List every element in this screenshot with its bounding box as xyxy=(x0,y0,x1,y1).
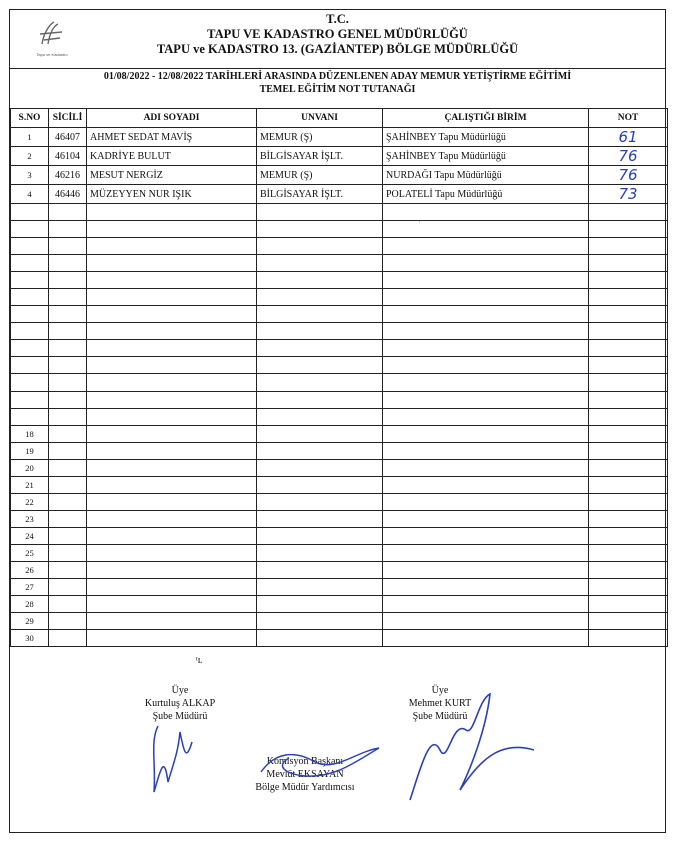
cell-sno: 21 xyxy=(11,476,49,493)
document-frame xyxy=(9,9,666,833)
cell-unvan xyxy=(257,221,383,238)
cell-unvan: BİLGİSAYAR İŞLT. xyxy=(257,185,383,204)
cell-name xyxy=(87,221,257,238)
table-body xyxy=(11,128,668,647)
cell-not xyxy=(589,613,668,630)
cell-birim xyxy=(383,510,589,527)
cell-sicil xyxy=(49,476,87,493)
cell-sno xyxy=(11,391,49,408)
cell-sicil xyxy=(49,221,87,238)
signer-title: Şube Müdürü xyxy=(412,711,468,722)
cell-birim xyxy=(383,374,589,391)
cell-sicil xyxy=(49,340,87,357)
document-subtitle xyxy=(10,70,665,96)
cell-sno: 3 xyxy=(11,166,49,185)
column-header-sno: S.NO xyxy=(11,109,49,128)
cell-unvan xyxy=(257,630,383,647)
table-row xyxy=(11,476,668,493)
cell-not xyxy=(589,425,668,442)
cell-sicil xyxy=(49,289,87,306)
table-row xyxy=(11,204,668,221)
cell-name xyxy=(87,289,257,306)
cell-sicil xyxy=(49,630,87,647)
cell-name xyxy=(87,255,257,272)
cell-not xyxy=(589,204,668,221)
cell-birim xyxy=(383,323,589,340)
cell-not xyxy=(589,306,668,323)
cell-birim xyxy=(383,306,589,323)
cell-name xyxy=(87,306,257,323)
cell-not xyxy=(589,527,668,544)
header-line-3: TAPU ve KADASTRO 13. (GAZİANTEP) BÖLGE MÜDÜRLÜĞÜ xyxy=(156,42,519,56)
cell-name xyxy=(87,544,257,561)
cell-unvan xyxy=(257,391,383,408)
cell-sno xyxy=(11,357,49,374)
table-row xyxy=(11,221,668,238)
cell-sicil xyxy=(49,510,87,527)
logo-emblem-icon xyxy=(28,18,74,52)
table-row xyxy=(11,255,668,272)
column-header-unvan: UNVANI xyxy=(257,109,383,128)
cell-sicil xyxy=(49,238,87,255)
cell-name xyxy=(87,357,257,374)
header-line-1: T.C. xyxy=(326,12,349,26)
cell-name xyxy=(87,374,257,391)
cell-name xyxy=(87,408,257,425)
cell-sicil xyxy=(49,493,87,510)
column-header-sicil: SİCİLİ xyxy=(49,109,87,128)
cell-sno: 22 xyxy=(11,493,49,510)
cell-birim: POLATELİ Tapu Müdürlüğü xyxy=(383,185,589,204)
cell-sno xyxy=(11,374,49,391)
table-row xyxy=(11,391,668,408)
cell-unvan xyxy=(257,613,383,630)
cell-name xyxy=(87,561,257,578)
cell-sno xyxy=(11,204,49,221)
signer-role: Komisyon Başkanı xyxy=(266,756,344,767)
cell-birim xyxy=(383,255,589,272)
cell-name: MÜZEYYEN NUR IŞIK xyxy=(87,185,257,204)
cell-birim xyxy=(383,493,589,510)
cell-name xyxy=(87,459,257,476)
signer-role: Üye xyxy=(431,685,449,696)
cell-unvan xyxy=(257,442,383,459)
cell-not xyxy=(589,510,668,527)
cell-sno xyxy=(11,272,49,289)
cell-unvan xyxy=(257,340,383,357)
table-row xyxy=(11,323,668,340)
cell-sno xyxy=(11,238,49,255)
cell-name: MESUT NERGİZ xyxy=(87,166,257,185)
cell-not xyxy=(589,561,668,578)
cell-birim: ŞAHİNBEY Tapu Müdürlüğü xyxy=(383,128,589,147)
cell-unvan xyxy=(257,289,383,306)
cell-birim xyxy=(383,544,589,561)
signer-name: Mehmet KURT xyxy=(408,698,472,709)
cell-name xyxy=(87,204,257,221)
table-row xyxy=(11,561,668,578)
cell-sno: 18 xyxy=(11,425,49,442)
cell-birim xyxy=(383,561,589,578)
cell-unvan xyxy=(257,255,383,272)
cell-birim xyxy=(383,221,589,238)
cell-unvan xyxy=(257,510,383,527)
cell-sicil: 46104 xyxy=(49,147,87,166)
cell-sicil xyxy=(49,374,87,391)
column-header-birim: ÇALIŞTIĞI BİRİM xyxy=(383,109,589,128)
table-row xyxy=(11,442,668,459)
cell-sno xyxy=(11,221,49,238)
cell-not xyxy=(589,255,668,272)
table-row xyxy=(11,289,668,306)
cell-sno: 29 xyxy=(11,613,49,630)
table-row xyxy=(11,408,668,425)
cell-sno xyxy=(11,289,49,306)
cell-sicil xyxy=(49,596,87,613)
cell-not xyxy=(589,391,668,408)
cell-birim xyxy=(383,476,589,493)
signature-scribble-left xyxy=(140,722,200,802)
signer-title: Bölge Müdür Yardımcısı xyxy=(255,782,355,793)
table-row xyxy=(11,306,668,323)
cell-not xyxy=(589,493,668,510)
signer-name: Mevlüt EKSAYAN xyxy=(266,769,344,780)
cell-not xyxy=(589,272,668,289)
cell-birim: NURDAĞI Tapu Müdürlüğü xyxy=(383,166,589,185)
column-header-not: NOT xyxy=(589,109,668,128)
cell-sicil xyxy=(49,408,87,425)
table-row xyxy=(11,238,668,255)
table-row xyxy=(11,544,668,561)
signature-scribble-right xyxy=(400,690,540,810)
cell-unvan xyxy=(257,459,383,476)
cell-name xyxy=(87,391,257,408)
cell-name xyxy=(87,323,257,340)
cell-birim xyxy=(383,391,589,408)
handwritten-mark: ᵗʟ xyxy=(196,655,203,666)
cell-name xyxy=(87,272,257,289)
cell-unvan xyxy=(257,544,383,561)
cell-sicil xyxy=(49,357,87,374)
table-row xyxy=(11,425,668,442)
cell-sno: 1 xyxy=(11,128,49,147)
cell-name xyxy=(87,493,257,510)
cell-sicil xyxy=(49,613,87,630)
cell-name xyxy=(87,596,257,613)
cell-sno: 23 xyxy=(11,510,49,527)
table-row xyxy=(11,166,668,185)
cell-birim xyxy=(383,272,589,289)
cell-unvan xyxy=(257,476,383,493)
cell-sicil: 46446 xyxy=(49,185,87,204)
cell-sicil xyxy=(49,204,87,221)
logo-text: Tapu ve Kadastro xyxy=(36,52,68,57)
table-row xyxy=(11,579,668,596)
signer-title: Şube Müdürü xyxy=(152,711,208,722)
cell-sno: 4 xyxy=(11,185,49,204)
cell-sno: 19 xyxy=(11,442,49,459)
signature-block-left xyxy=(120,684,240,723)
cell-unvan xyxy=(257,425,383,442)
cell-not xyxy=(589,238,668,255)
cell-name xyxy=(87,340,257,357)
table-row xyxy=(11,272,668,289)
cell-not xyxy=(589,374,668,391)
cell-name xyxy=(87,613,257,630)
cell-name xyxy=(87,579,257,596)
cell-name: AHMET SEDAT MAVİŞ xyxy=(87,128,257,147)
cell-not xyxy=(589,476,668,493)
cell-sicil xyxy=(49,323,87,340)
table-row xyxy=(11,128,668,147)
cell-sicil xyxy=(49,391,87,408)
cell-unvan xyxy=(257,238,383,255)
cell-not xyxy=(589,459,668,476)
table-row xyxy=(11,630,668,647)
cell-unvan: MEMUR (Ş) xyxy=(257,166,383,185)
cell-unvan xyxy=(257,323,383,340)
cell-unvan: BİLGİSAYAR İŞLT. xyxy=(257,147,383,166)
cell-name xyxy=(87,425,257,442)
cell-unvan xyxy=(257,374,383,391)
institution-logo xyxy=(28,18,74,62)
cell-sno xyxy=(11,323,49,340)
cell-sicil xyxy=(49,425,87,442)
cell-not: 76 xyxy=(589,166,668,185)
table-row xyxy=(11,340,668,357)
cell-sno xyxy=(11,408,49,425)
cell-sicil xyxy=(49,272,87,289)
cell-unvan xyxy=(257,596,383,613)
cell-name xyxy=(87,442,257,459)
table-row xyxy=(11,613,668,630)
cell-birim xyxy=(383,459,589,476)
cell-not xyxy=(589,221,668,238)
cell-name xyxy=(87,510,257,527)
grades-table xyxy=(10,108,668,647)
cell-not xyxy=(589,579,668,596)
header-line-2: TAPU VE KADASTRO GENEL MÜDÜRLÜĞÜ xyxy=(207,27,468,41)
cell-sno: 26 xyxy=(11,561,49,578)
cell-unvan xyxy=(257,493,383,510)
cell-sno: 30 xyxy=(11,630,49,647)
cell-birim xyxy=(383,289,589,306)
cell-not xyxy=(589,340,668,357)
cell-not xyxy=(589,544,668,561)
cell-birim xyxy=(383,340,589,357)
cell-sicil xyxy=(49,527,87,544)
cell-sno: 20 xyxy=(11,459,49,476)
table-row xyxy=(11,357,668,374)
cell-name: KADRİYE BULUT xyxy=(87,147,257,166)
cell-not xyxy=(589,442,668,459)
cell-sno xyxy=(11,340,49,357)
stray-mark: ˙ xyxy=(418,220,421,229)
signature-scribble-middle xyxy=(255,742,385,782)
table-row xyxy=(11,459,668,476)
cell-birim xyxy=(383,204,589,221)
cell-birim xyxy=(383,630,589,647)
table-row xyxy=(11,527,668,544)
table-row xyxy=(11,493,668,510)
cell-sicil xyxy=(49,255,87,272)
cell-sno: 24 xyxy=(11,527,49,544)
document-header xyxy=(10,10,665,69)
cell-not: 61 xyxy=(589,128,668,147)
cell-birim xyxy=(383,238,589,255)
cell-unvan xyxy=(257,306,383,323)
header-title xyxy=(100,12,575,57)
cell-not xyxy=(589,323,668,340)
cell-unvan xyxy=(257,357,383,374)
table-row xyxy=(11,374,668,391)
cell-sicil: 46216 xyxy=(49,166,87,185)
cell-sicil xyxy=(49,561,87,578)
subtitle-line-2: TEMEL EĞİTİM NOT TUTANAĞI xyxy=(259,84,416,95)
cell-unvan xyxy=(257,204,383,221)
cell-name xyxy=(87,527,257,544)
cell-unvan xyxy=(257,408,383,425)
cell-not xyxy=(589,596,668,613)
column-header-name: ADI SOYADI xyxy=(87,109,257,128)
cell-unvan: MEMUR (Ş) xyxy=(257,128,383,147)
cell-sno: 25 xyxy=(11,544,49,561)
cell-sicil xyxy=(49,544,87,561)
cell-birim xyxy=(383,425,589,442)
cell-not: 73 xyxy=(589,185,668,204)
cell-sicil: 46407 xyxy=(49,128,87,147)
cell-sno xyxy=(11,255,49,272)
table-header-row xyxy=(11,109,668,128)
subtitle-line-1: 01/08/2022 - 12/08/2022 TARİHLERİ ARASINDA DÜZENLENEN ADAY MEMUR YETİŞTİRME EĞİTİMİ xyxy=(103,71,572,82)
cell-sno: 28 xyxy=(11,596,49,613)
cell-unvan xyxy=(257,527,383,544)
table-row xyxy=(11,185,668,204)
cell-not xyxy=(589,289,668,306)
cell-birim xyxy=(383,527,589,544)
cell-sno: 2 xyxy=(11,147,49,166)
cell-sicil xyxy=(49,306,87,323)
signer-role: Üye xyxy=(171,685,189,696)
cell-sicil xyxy=(49,459,87,476)
cell-sno: 27 xyxy=(11,579,49,596)
cell-name xyxy=(87,238,257,255)
table-row xyxy=(11,147,668,166)
cell-birim xyxy=(383,442,589,459)
cell-not: 76 xyxy=(589,147,668,166)
cell-unvan xyxy=(257,272,383,289)
cell-not xyxy=(589,408,668,425)
signer-name: Kurtuluş ALKAP xyxy=(144,698,216,709)
table-row xyxy=(11,510,668,527)
cell-sno xyxy=(11,306,49,323)
cell-not xyxy=(589,357,668,374)
cell-not xyxy=(589,630,668,647)
cell-name xyxy=(87,630,257,647)
cell-birim xyxy=(383,408,589,425)
table-row xyxy=(11,596,668,613)
cell-name xyxy=(87,476,257,493)
cell-unvan xyxy=(257,579,383,596)
cell-unvan xyxy=(257,561,383,578)
cell-birim: ŞAHİNBEY Tapu Müdürlüğü xyxy=(383,147,589,166)
cell-sicil xyxy=(49,579,87,596)
cell-sicil xyxy=(49,442,87,459)
cell-birim xyxy=(383,357,589,374)
cell-birim xyxy=(383,613,589,630)
cell-birim xyxy=(383,579,589,596)
cell-birim xyxy=(383,596,589,613)
